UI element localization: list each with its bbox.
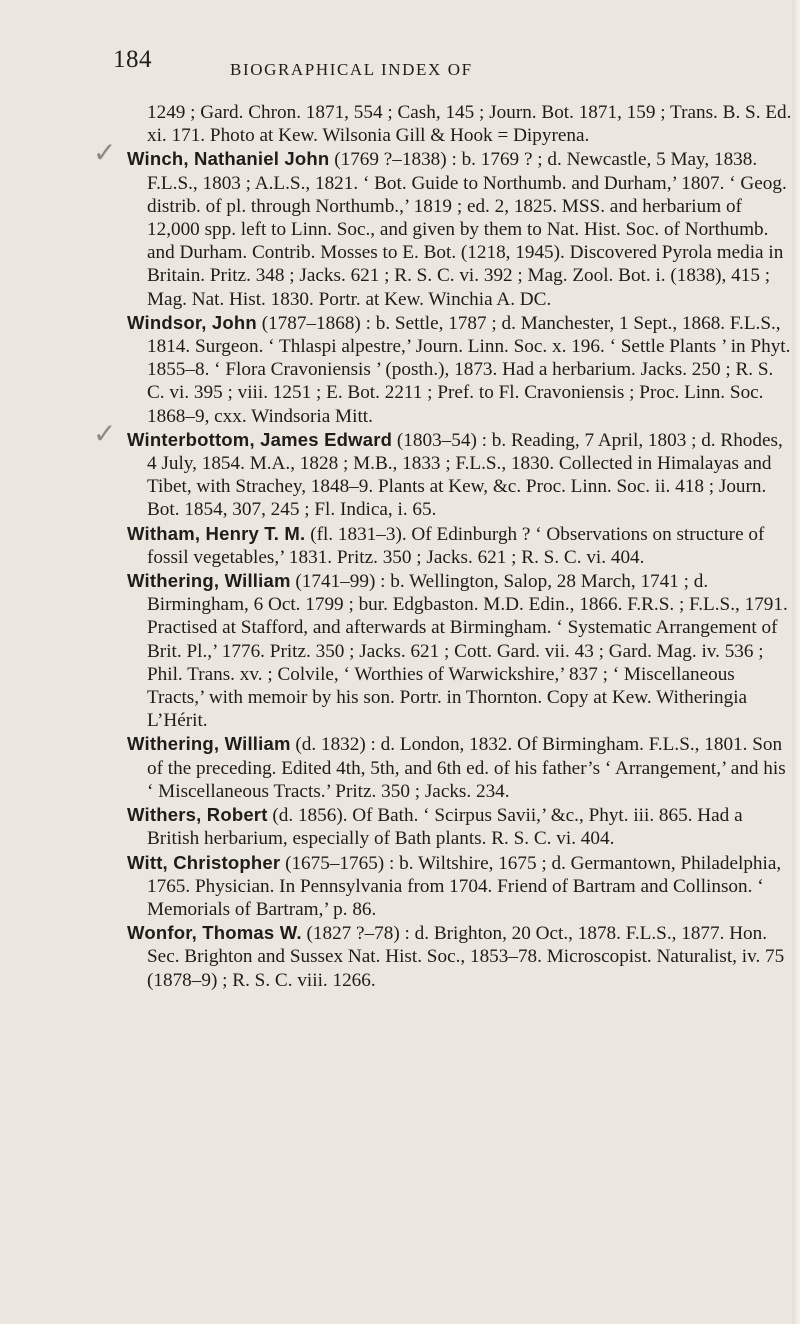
entry-text: (d. 1832) : d. London, 1832. Of Birmingham. F.L.S., 1801. Son of the preceding. Edited 4th, 5th, and 6th ed. of his father’s ‘ Arrangement,’ and his ‘ Miscellaneous Tracts.’ Pritz. 350 ; Jacks. 234. — [147, 734, 786, 802]
entry-name: Windsor, John — [127, 311, 257, 333]
entry-text: (fl. 1831–3). Of Edinburgh ? ‘ Observations on structure of fossil vegetables,’ 1831. Pritz. 350 ; Jacks. 621 ; R. S. C. vi. 404. — [147, 523, 765, 568]
index-entries — [93, 101, 795, 992]
index-entry — [127, 522, 795, 569]
index-entry-continued — [127, 101, 795, 147]
checkmark-icon: ✓ — [93, 136, 117, 170]
running-head: BIOGRAPHICAL INDEX OF — [230, 60, 473, 79]
index-entry — [127, 311, 795, 428]
index-entry — [93, 136, 795, 310]
checkmark-icon: ✓ — [93, 416, 117, 450]
entry-name: Winch, Nathaniel John — [127, 148, 330, 170]
index-entry — [127, 921, 795, 992]
page-number: 184 — [113, 46, 152, 73]
entry-name: Wonfor, Thomas W. — [127, 922, 302, 944]
entry-name: Witham, Henry T. M. — [127, 522, 306, 544]
index-entry — [127, 803, 795, 850]
index-entry — [93, 416, 795, 522]
entry-name: Withering, William — [127, 570, 291, 592]
entry-text: (1741–99) : b. Wellington, Salop, 28 March, 1741 ; d. Birmingham, 6 Oct. 1799 ; bur. Edgbaston. M.D. Edin., 1866. F.R.S. ; F.L.S., 1791. Practised at Stafford, and afterwards at Birmingham. ‘ Systematic Arrangement of Brit. Pl.,’ 1776. Pritz. 350 ; Jacks. 621 ; Cott. Gard. vii. 43 ; Gard. Mag. iv. 536 ; Phil. Trans. xv. ; Colvile, ‘ Worthies of Warwickshire,’ 837 ; ‘ Miscellaneous Tracts,’ with memoir by his son. Portr. in Thornton. Copy at Kew. Witheringia L’Hérit. — [147, 571, 788, 732]
index-entry — [127, 569, 795, 732]
entry-text: (1769 ?–1838) : b. 1769 ? ; d. Newcastle, 5 May, 1838. F.L.S., 1803 ; A.L.S., 1821. ‘ Bot. Guide to Northumb. and Durham,’ 1807. ‘ Geog. distrib. of pl. through Northumb.,’ 1819 ; ed. 2, 1825. MSS. and herbarium of 12,000 spp. left to Linn. Soc., and given by them to Nat. Hist. Soc. of Northumb. and Durham. Contrib. Mosses to E. Bot. (1218, 1945). Discovered Pyrola media in Britain. Pritz. 348 ; Jacks. 621 ; R. S. C. vi. 392 ; Mag. Zool. Bot. i. (1838), 415 ; Mag. Nat. Hist. 1830. Portr. at Kew. Winchia A. DC. — [147, 149, 787, 310]
entry-name: Winterbottom, James Edward — [127, 428, 393, 450]
entry-text: (1787–1868) : b. Settle, 1787 ; d. Manchester, 1 Sept., 1868. F.L.S., 1814. Surgeon. ‘ Thlaspi alpestre,’ Journ. Linn. Soc. x. 196. ‘ Settle Plants ’ in Phyt. 1855–8. ‘ Flora Cravoniensis ’ (posth.), 1873. Had a herbarium. Jacks. 250 ; R. S. C. vi. 395 ; viii. 1251 ; E. Bot. 2211 ; Pref. to Fl. Cravoniensis ; Proc. Linn. Soc. 1868–9, cxx. Windsoria Mitt. — [147, 312, 791, 427]
entry-text: 1249 ; Gard. Chron. 1871, 554 ; Cash, 145 ; Journ. Bot. 1871, 159 ; Trans. B. S. Ed. xi. 171. Photo at Kew. Wilsonia Gill & Hook = Dipyrena. — [147, 102, 792, 147]
index-entry — [127, 851, 795, 922]
entry-text: (d. 1856). Of Bath. ‘ Scirpus Savii,’ &c., Phyt. iii. 865. Had a British herbarium, especially of Bath plants. R. S. C. vi. 404. — [147, 805, 743, 850]
entry-text: (1803–54) : b. Reading, 7 April, 1803 ; d. Rhodes, 4 July, 1854. M.A., 1828 ; M.B., 1833 ; F.L.S., 1830. Collected in Himalayas and Tibet, with Strachey, 1848–9. Plants at Kew, &c. Proc. Linn. Soc. ii. 418 ; Journ. Bot. 1854, 307, 245 ; Fl. Indica, i. 65. — [147, 429, 783, 521]
entry-name: Witt, Christopher — [127, 851, 281, 873]
entry-text: (1827 ?–78) : d. Brighton, 20 Oct., 1878. F.L.S., 1877. Hon. Sec. Brighton and Sussex Nat. Hist. Soc., 1853–78. Microscopist. Naturalist, iv. 75 (1878–9) ; R. S. C. viii. 1266. — [147, 923, 785, 991]
page-header — [0, 46, 800, 86]
entry-name: Withering, William — [127, 733, 291, 755]
entry-text: (1675–1765) : b. Wiltshire, 1675 ; d. Germantown, Philadelphia, 1765. Physician. In Pennsylvania from 1704. Friend of Bartram and Collinson. ‘ Memorials of Bartram,’ p. 86. — [147, 852, 782, 920]
entry-name: Withers, Robert — [127, 804, 268, 826]
index-entry — [127, 732, 795, 803]
